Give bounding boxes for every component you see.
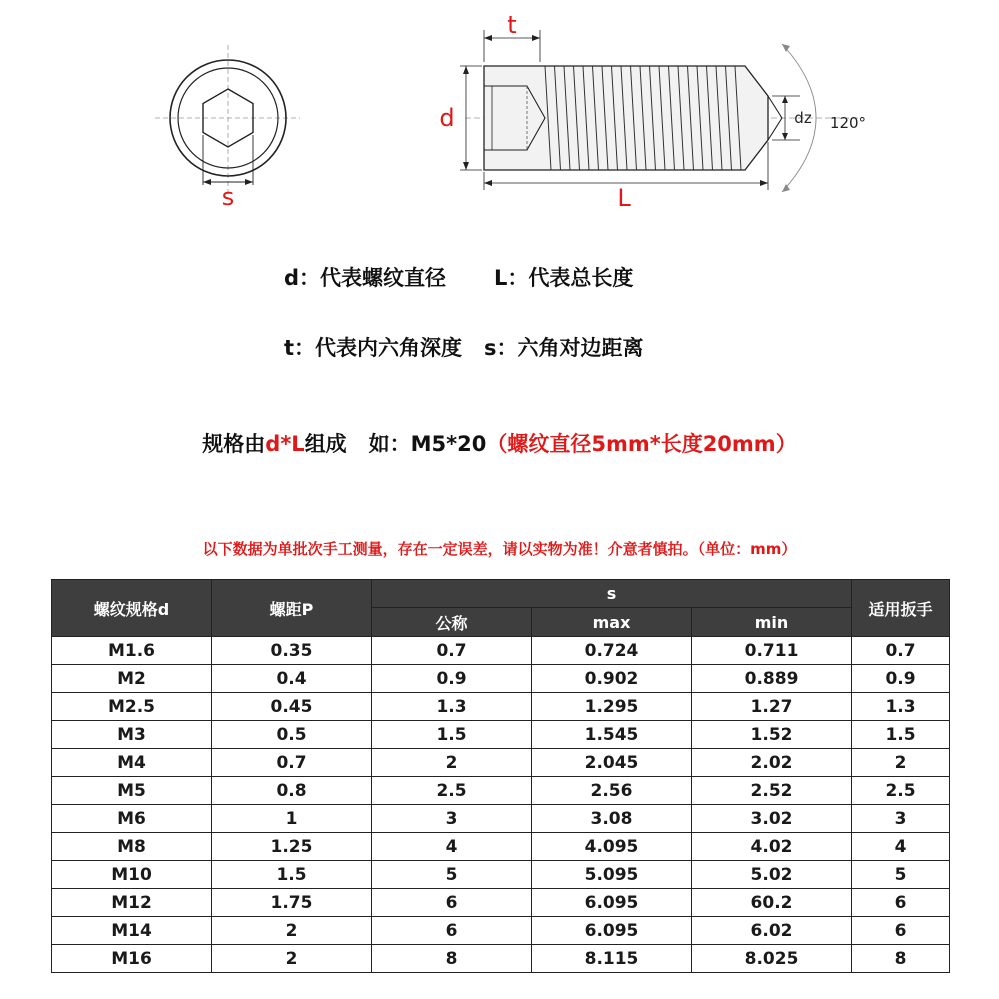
cell-max: 6.095 (532, 917, 692, 945)
cell-pitch: 1.75 (212, 889, 372, 917)
cell-nominal: 6 (372, 917, 532, 945)
header-max: max (532, 608, 692, 637)
cell-max: 6.095 (532, 889, 692, 917)
table-row (52, 693, 950, 721)
legend-L: L：代表总长度 (494, 266, 634, 290)
table-row (52, 889, 950, 917)
spec-formula: d*L (265, 432, 305, 456)
cell-thread: M6 (52, 805, 212, 833)
cell-nominal: 2 (372, 749, 532, 777)
spec-mid: 组成 如：M5*20 (304, 432, 487, 456)
L-dimension-label: L (617, 184, 631, 212)
cell-thread: M3 (52, 721, 212, 749)
table-row (52, 833, 950, 861)
s-dimension-label: s (221, 183, 235, 211)
cell-nominal: 0.7 (372, 637, 532, 665)
header-s: s (372, 580, 852, 608)
dz-dimension-label: dz (794, 109, 812, 127)
cell-max: 1.545 (532, 721, 692, 749)
header-wrench: 适用扳手 (852, 580, 950, 637)
table-row (52, 945, 950, 973)
table-row (52, 665, 950, 693)
cell-wrench: 3 (852, 805, 950, 833)
cell-pitch: 0.5 (212, 721, 372, 749)
cell-min: 0.889 (692, 665, 852, 693)
measurement-note: 以下数据为单批次手工测量，存在一定误差，请以实物为准！介意者慎拍。（单位：mm） (202, 540, 797, 558)
cell-max: 4.095 (532, 833, 692, 861)
technical-drawing (0, 0, 999, 230)
cell-nominal: 2.5 (372, 777, 532, 805)
cell-min: 60.2 (692, 889, 852, 917)
cell-pitch: 0.7 (212, 749, 372, 777)
cell-thread: M2 (52, 665, 212, 693)
cell-max: 0.902 (532, 665, 692, 693)
cell-wrench: 1.3 (852, 693, 950, 721)
cell-nominal: 6 (372, 889, 532, 917)
header-pitch: 螺距P (212, 580, 372, 637)
cell-wrench: 5 (852, 861, 950, 889)
legend-line-2 (284, 332, 644, 362)
table-row (52, 777, 950, 805)
cell-max: 2.045 (532, 749, 692, 777)
cell-nominal: 0.9 (372, 665, 532, 693)
cell-thread: M1.6 (52, 637, 212, 665)
side-view (439, 11, 866, 212)
cell-pitch: 0.4 (212, 665, 372, 693)
cell-wrench: 6 (852, 917, 950, 945)
t-dimension-label: t (507, 11, 517, 39)
cell-max: 5.095 (532, 861, 692, 889)
legend-t: t：代表内六角深度 (284, 336, 463, 360)
cell-wrench: 4 (852, 833, 950, 861)
cell-pitch: 0.35 (212, 637, 372, 665)
cell-wrench: 8 (852, 945, 950, 973)
cell-pitch: 1.25 (212, 833, 372, 861)
cell-min: 1.27 (692, 693, 852, 721)
table-row (52, 749, 950, 777)
legend-d: d：代表螺纹直径 (284, 266, 447, 290)
cell-pitch: 2 (212, 917, 372, 945)
table-row (52, 917, 950, 945)
cell-thread: M8 (52, 833, 212, 861)
d-dimension-label: d (439, 104, 455, 132)
cell-min: 0.711 (692, 637, 852, 665)
cell-nominal: 4 (372, 833, 532, 861)
cell-nominal: 3 (372, 805, 532, 833)
legend-line-1 (284, 262, 633, 292)
cell-max: 1.295 (532, 693, 692, 721)
cell-nominal: 1.3 (372, 693, 532, 721)
spec-example: （螺纹直径5mm*长度20mm） (486, 432, 797, 456)
table-row (52, 637, 950, 665)
header-min: min (692, 608, 852, 637)
table-row (52, 721, 950, 749)
cell-thread: M12 (52, 889, 212, 917)
cell-wrench: 1.5 (852, 721, 950, 749)
cell-thread: M14 (52, 917, 212, 945)
header-nominal: 公称 (372, 608, 532, 637)
cell-wrench: 2.5 (852, 777, 950, 805)
end-view (155, 45, 300, 211)
cell-wrench: 2 (852, 749, 950, 777)
cell-min: 2.52 (692, 777, 852, 805)
cell-max: 2.56 (532, 777, 692, 805)
cell-nominal: 8 (372, 945, 532, 973)
header-thread: 螺纹规格d (52, 580, 212, 637)
cell-nominal: 1.5 (372, 721, 532, 749)
spec-description (0, 428, 999, 458)
cell-pitch: 1 (212, 805, 372, 833)
cell-pitch: 2 (212, 945, 372, 973)
cell-min: 3.02 (692, 805, 852, 833)
table-row (52, 861, 950, 889)
cell-max: 8.115 (532, 945, 692, 973)
cell-min: 5.02 (692, 861, 852, 889)
cell-thread: M2.5 (52, 693, 212, 721)
legend-s: s：六角对边距离 (484, 336, 644, 360)
cell-thread: M10 (52, 861, 212, 889)
cell-nominal: 5 (372, 861, 532, 889)
cell-min: 6.02 (692, 917, 852, 945)
cell-min: 8.025 (692, 945, 852, 973)
spec-prefix: 规格由 (202, 432, 266, 456)
cell-min: 4.02 (692, 833, 852, 861)
cell-wrench: 0.9 (852, 665, 950, 693)
cell-pitch: 1.5 (212, 861, 372, 889)
cell-min: 1.52 (692, 721, 852, 749)
angle-label: 120° (829, 114, 867, 132)
cell-thread: M4 (52, 749, 212, 777)
cell-max: 3.08 (532, 805, 692, 833)
table-body (52, 637, 950, 973)
cell-pitch: 0.8 (212, 777, 372, 805)
table-row (52, 805, 950, 833)
cell-wrench: 6 (852, 889, 950, 917)
cell-thread: M16 (52, 945, 212, 973)
cell-min: 2.02 (692, 749, 852, 777)
cell-pitch: 0.45 (212, 693, 372, 721)
cell-thread: M5 (52, 777, 212, 805)
spec-table (51, 579, 950, 973)
cell-max: 0.724 (532, 637, 692, 665)
cell-wrench: 0.7 (852, 637, 950, 665)
